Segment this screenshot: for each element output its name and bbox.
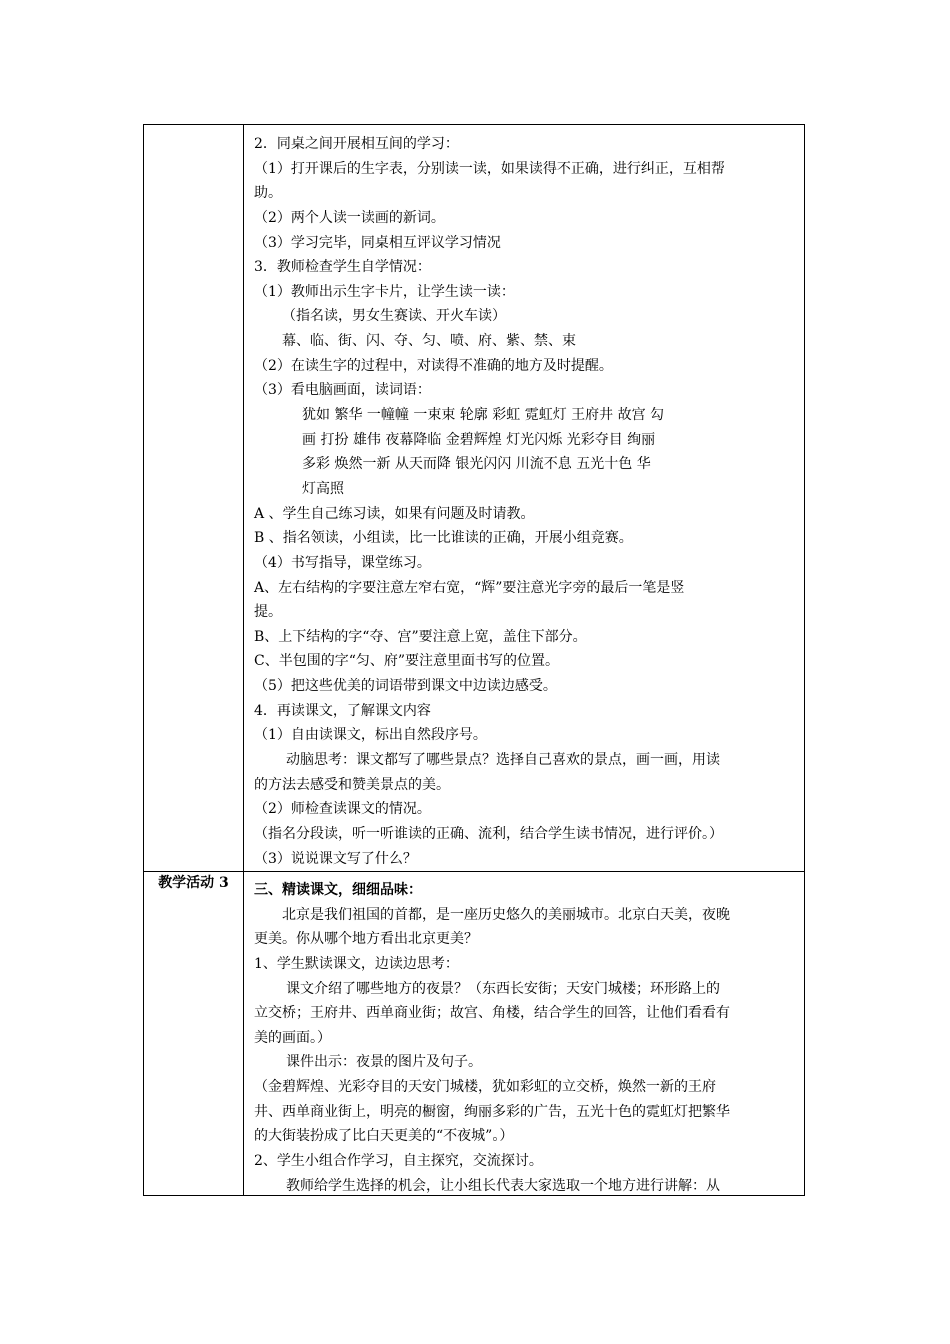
text-line: （3）看电脑画面，读词语： — [254, 382, 431, 399]
text-line: A、左右结构的字要注意左窄右宽，“辉”要注意光字旁的最后一笔是竖 — [254, 579, 685, 596]
text-line: 教师给学生选择的机会，让小组长代表大家选取一个地方进行讲解：从 — [286, 1177, 720, 1194]
text-line: B、上下结构的字“夺、宫”要注意上宽，盖住下部分。 — [254, 628, 587, 645]
text-line: 课件出示：夜景的图片及句子。 — [286, 1054, 482, 1071]
text-line: （指名分段读，听一听谁读的正确、流利，结合学生读书情况，进行评价。） — [254, 825, 723, 842]
text-line: 美的画面。） — [254, 1029, 331, 1046]
text-line: （金碧辉煌、光彩夺目的天安门城楼，犹如彩虹的立交桥，焕然一新的王府 — [254, 1079, 716, 1096]
text-line: 多彩 焕然一新 从天而降 银光闪闪 川流不息 五光十色 华 — [302, 456, 651, 473]
text-line: 北京是我们祖国的首都，是一座历史悠久的美丽城市。北京白天美，夜晚 — [282, 906, 730, 923]
content-block-activity-2 — [254, 132, 798, 871]
text-line: （2）在读生字的过程中，对读得不准确的地方及时提醒。 — [254, 357, 613, 374]
lesson-plan-table — [143, 124, 805, 1196]
text-line: 幕、临、街、闪、夺、匀、喷、府、紫、禁、束 — [282, 333, 576, 350]
text-line: 2、学生小组合作学习，自主探究，交流探讨。 — [254, 1153, 543, 1170]
text-line: （5）把这些优美的词语带到课文中边读边感受。 — [254, 678, 557, 695]
text-line: 动脑思考：课文都写了哪些景点？选择自己喜欢的景点，画一画，用读 — [286, 752, 720, 769]
text-line: 2．同桌之间开展相互间的学习： — [254, 136, 459, 152]
text-line: （2）师检查读课文的情况。 — [254, 801, 431, 818]
text-line: B 、指名领读，小组读，比一比谁读的正确，开展小组竞赛。 — [254, 530, 633, 547]
text-line: 提。 — [254, 604, 282, 621]
text-line: （指名读，男女生赛读、开火车读） — [282, 308, 506, 325]
text-line: 井、西单商业街上，明亮的橱窗，绚丽多彩的广告，五光十色的霓虹灯把繁华 — [254, 1103, 730, 1120]
text-line: C、半包围的字“匀、府”要注意里面书写的位置。 — [254, 653, 560, 670]
text-line: （2）两个人读一读画的新词。 — [254, 209, 445, 226]
text-line: 4．再读课文，了解课文内容 — [254, 702, 431, 719]
text-line: 1、学生默读课文，边读边思考： — [254, 955, 459, 972]
text-line: 课文介绍了哪些地方的夜景？（东西长安街；天安门城楼；环形路上的 — [286, 980, 720, 997]
text-line: 三、精读课文，细细品味： — [254, 882, 422, 898]
column-divider — [243, 125, 244, 1195]
text-line: 的大街装扮成了比白天更美的“不夜城”。） — [254, 1128, 514, 1145]
text-line: 立交桥；王府井、西单商业街；故宫、角楼，结合学生的回答，让他们看看有 — [254, 1005, 730, 1022]
text-line: （1）教师出示生字卡片，让学生读一读： — [254, 283, 515, 300]
text-line: 更美。你从哪个地方看出北京更美？ — [254, 931, 478, 948]
text-line: 灯高照 — [302, 480, 344, 497]
content-block-activity-3 — [254, 878, 798, 1198]
row-label-activity-3: 教学活动 3 — [158, 875, 229, 891]
text-line: （1）自由读课文，标出自然段序号。 — [254, 727, 487, 744]
text-line: （1）打开课后的生字表，分别读一读，如果读得不正确，进行纠正，互相帮 — [254, 160, 725, 177]
text-line: 3．教师检查学生自学情况： — [254, 259, 431, 276]
text-line: （3）学习完毕，同桌相互评议学习情况 — [254, 234, 501, 251]
text-line: A 、学生自己练习读，如果有问题及时请教。 — [254, 505, 535, 522]
text-line: （4）书写指导，课堂练习。 — [254, 554, 431, 571]
text-line: 犹如 繁华 一幢幢 一束束 轮廓 彩虹 霓虹灯 王府井 故宫 勾 — [302, 407, 665, 424]
text-line: 画 打扮 雄伟 夜幕降临 金碧辉煌 灯光闪烁 光彩夺目 绚丽 — [302, 431, 656, 448]
text-line: 的方法去感受和赞美景点的美。 — [254, 776, 450, 793]
text-line: （3）说说课文写了什么？ — [254, 850, 417, 867]
text-line: 助。 — [254, 185, 282, 202]
